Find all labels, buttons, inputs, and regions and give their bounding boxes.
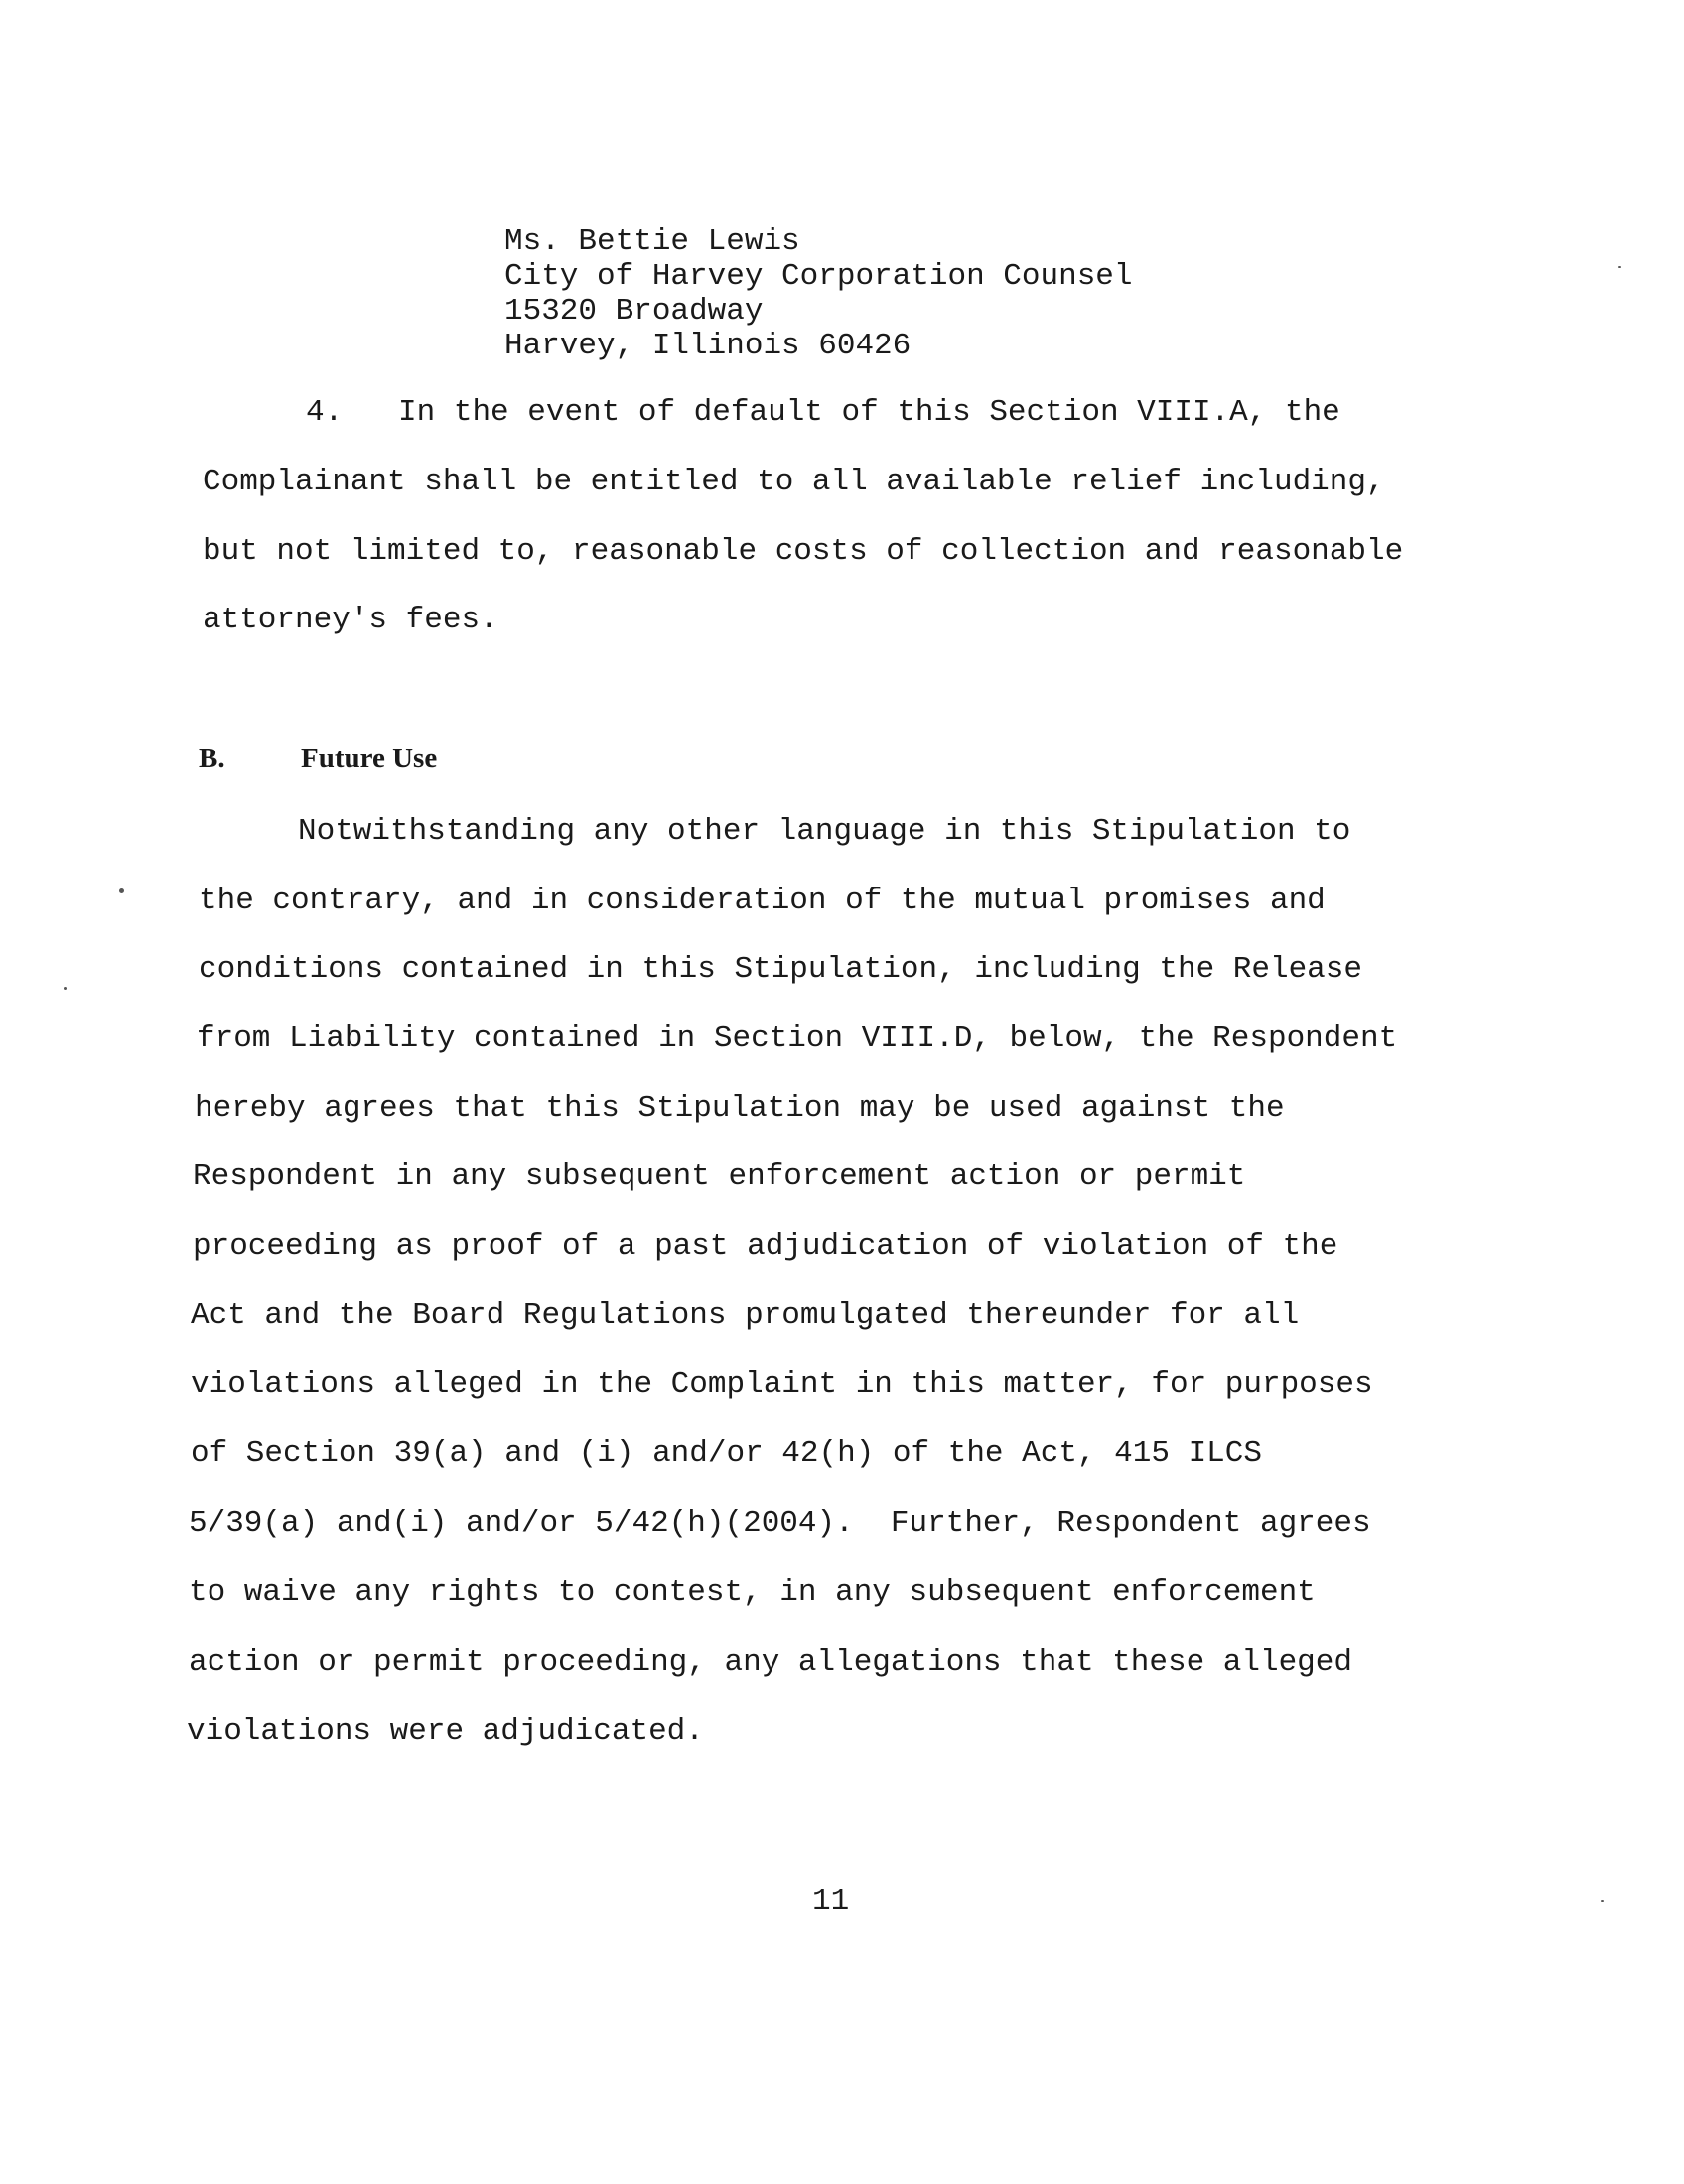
section-b-line-8: Act and the Board Regulations promulgated thereunder for all — [191, 1298, 1300, 1333]
page-number: 11 — [812, 1884, 850, 1919]
section-b-line-14: violations were adjudicated. — [187, 1714, 704, 1749]
section-b-line-7: proceeding as proof of a past adjudication of violation of the — [193, 1229, 1338, 1264]
section-b-line-9: violations alleged in the Complaint in this matter, for purposes — [191, 1367, 1373, 1402]
section-b-line-11: 5/39(a) and(i) and/or 5/42(h)(2004). Further, Respondent agrees — [189, 1506, 1371, 1541]
paragraph-4-line-4: attorney's fees. — [203, 603, 498, 637]
recipient-address-block — [504, 224, 1133, 363]
section-b-line-3: conditions contained in this Stipulation, including the Release — [199, 952, 1362, 987]
address-name: Ms. Bettie Lewis — [504, 224, 800, 259]
scan-speck — [119, 888, 124, 893]
section-b-line-6: Respondent in any subsequent enforcement action or permit — [193, 1160, 1246, 1194]
section-b-line-12: to waive any rights to contest, in any subsequent enforcement — [189, 1575, 1316, 1610]
address-street: 15320 Broadway — [504, 294, 764, 329]
section-b-line-10: of Section 39(a) and (i) and/or 42(h) of the Act, 415 ILCS — [191, 1436, 1262, 1471]
scan-speck — [1618, 266, 1621, 268]
section-b-title: Future Use — [301, 743, 438, 774]
scan-speck — [64, 987, 67, 990]
paragraph-4-line-1: In the event of default of this Section VIII.A, the — [398, 395, 1340, 430]
section-b-label: B. — [199, 743, 225, 774]
section-b-line-4: from Liability contained in Section VIII.D, below, the Respondent — [197, 1022, 1398, 1056]
scan-speck — [1601, 1900, 1604, 1902]
section-b-line-2: the contrary, and in consideration of the mutual promises and — [199, 884, 1326, 918]
section-b-line-5: hereby agrees that this Stipulation may be used against the — [195, 1091, 1285, 1126]
address-city: Harvey, Illinois 60426 — [504, 329, 912, 363]
paragraph-4-number: 4. — [306, 395, 344, 430]
section-b-line-13: action or permit proceeding, any allegations that these alleged — [189, 1645, 1352, 1680]
paragraph-4-line-3: but not limited to, reasonable costs of collection and reasonable — [203, 534, 1404, 569]
address-organization: City of Harvey Corporation Counsel — [504, 259, 1133, 294]
section-b-line-1: Notwithstanding any other language in this Stipulation to — [298, 814, 1351, 849]
paragraph-4-line-2: Complainant shall be entitled to all available relief including, — [203, 465, 1385, 499]
paragraph-4-first-line — [306, 395, 1340, 430]
section-b-heading — [199, 743, 437, 775]
